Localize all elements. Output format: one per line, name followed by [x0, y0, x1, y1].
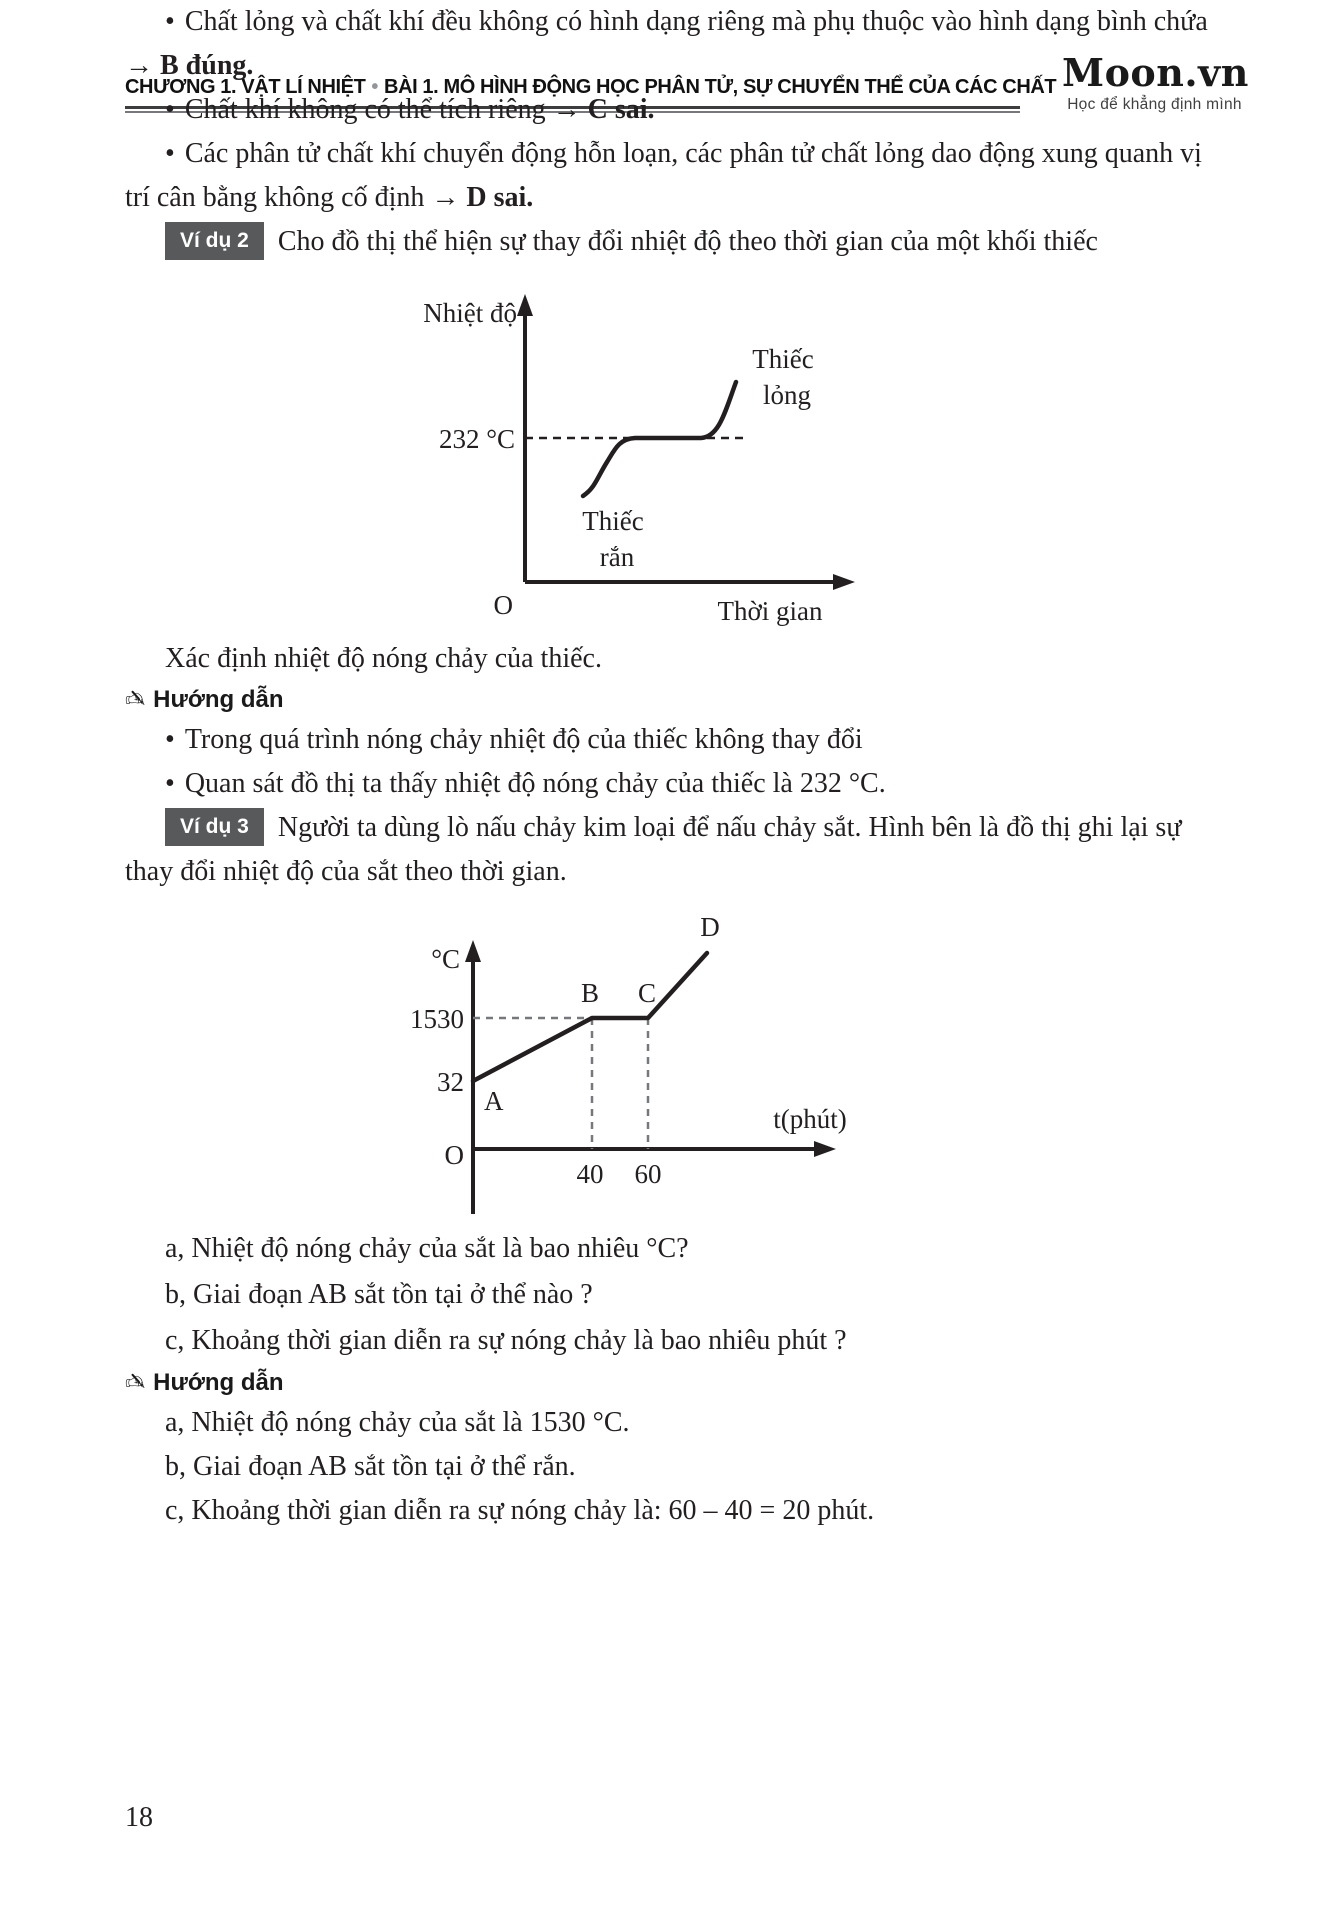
melting-point-label: 232 °C — [438, 424, 515, 454]
example-3-badge: Ví dụ 3 — [165, 808, 264, 846]
y-axis-label: Nhiệt độ — [423, 298, 517, 328]
y-axis-arrow-icon — [517, 294, 533, 316]
y-axis-arrow-icon — [465, 940, 481, 962]
moon-vn-logo: Moon.vn — [1062, 50, 1249, 95]
bullet-icon: • — [165, 768, 175, 799]
y-axis-label: °C — [431, 944, 460, 974]
header-separator-dot: • — [371, 76, 379, 98]
guide-label: Hướng dẫn — [153, 1369, 284, 1396]
x-axis-arrow-icon — [833, 574, 855, 590]
lesson-title: BÀI 1. MÔ HÌNH ĐỘNG HỌC PHÂN TỬ, SỰ CHUYỂN THỂ CỦA CÁC CHẤT — [384, 76, 1057, 98]
solution-bullet-b-verdict: B đúng. — [160, 50, 254, 81]
solution-bullet-c-verdict: C sai. — [587, 94, 655, 125]
question-b: b, Giai đoạn AB sắt tồn tại ở thể nào ? — [165, 1279, 593, 1310]
solution-bullet-d-verdict: D sai. — [466, 182, 534, 213]
question-c: c, Khoảng thời gian diễn ra sự nóng chảy là bao nhiêu phút ? — [165, 1325, 847, 1356]
origin-label: O — [493, 590, 513, 620]
answer-c: c, Khoảng thời gian diễn ra sự nóng chảy là: 60 – 40 = 20 phút. — [165, 1495, 875, 1526]
solution-bullet-d-text: Các phân tử chất khí chuyển động hỗn loạn, các phân tử chất lỏng dao động xung quanh vị trí cân bằng không cố định → — [125, 138, 1202, 213]
x-axis-label: t(phút) — [773, 1104, 847, 1134]
bullet-icon: • — [165, 94, 175, 125]
guide1-point-1-text: Trong quá trình nóng chảy nhiệt độ của thiếc không thay đổi — [184, 724, 863, 755]
answer-b: b, Giai đoạn AB sắt tồn tại ở thể rắn. — [165, 1451, 576, 1482]
answer-a: a, Nhiệt độ nóng chảy của sắt là 1530 °C. — [165, 1407, 630, 1438]
guide-label: Hướng dẫn — [153, 686, 284, 713]
x-tick-60: 60 — [634, 1159, 662, 1189]
point-label-a: A — [484, 1086, 504, 1116]
guide1-point-1 — [125, 718, 1220, 762]
guide-heading — [125, 681, 1220, 718]
bullet-icon: • — [165, 6, 175, 37]
figure-iron-heating-graph — [380, 906, 880, 1226]
point-label-c: C — [637, 978, 657, 1008]
y-tick-32: 32 — [437, 1067, 464, 1097]
point-label-b: B — [580, 978, 600, 1008]
x-axis-arrow-icon — [814, 1141, 836, 1157]
solid-phase-label-line2: rắn — [599, 542, 635, 572]
solid-phase-label-line1: Thiếc — [582, 506, 644, 536]
bullet-icon: • — [165, 724, 175, 755]
page-content — [125, 0, 1220, 1533]
example-3-intro — [125, 806, 1220, 894]
example-2-intro — [125, 220, 1220, 264]
example-2-question: Xác định nhiệt độ nóng chảy của thiếc. — [165, 643, 602, 674]
solution-bullet-b-text: Chất lỏng và chất khí đều không có hình dạng riêng mà phụ thuộc vào hình dạng bình chứa → — [125, 6, 1208, 81]
guide1-point-2 — [125, 762, 1220, 806]
solution-bullet-d — [125, 132, 1220, 220]
page-number: 18 — [125, 1802, 153, 1833]
question-a: a, Nhiệt độ nóng chảy của sắt là bao nhiêu °C? — [165, 1233, 689, 1264]
example-2-text: Cho đồ thị thể hiện sự thay đổi nhiệt độ theo thời gian của một khối thiếc — [277, 226, 1098, 257]
writing-hand-icon: ✍ — [125, 685, 146, 713]
x-tick-40: 40 — [576, 1159, 604, 1189]
solution-bullet-c — [125, 88, 1220, 132]
chapter-title: CHƯƠNG 1. VẬT LÍ NHIỆT — [125, 76, 366, 98]
figure-tin-heating-curve — [385, 282, 905, 637]
point-label-d: D — [700, 912, 720, 942]
example-3-text: Người ta dùng lò nấu chảy kim loại để nấu chảy sắt. Hình bên là đồ thị ghi lại sự thay đổi nhiệt độ của sắt theo thời gian. — [125, 812, 1182, 887]
y-tick-1530: 1530 — [410, 1004, 464, 1034]
guide-heading — [125, 1364, 1220, 1401]
bullet-icon: • — [165, 138, 175, 169]
liquid-phase-label-line2: lỏng — [762, 380, 812, 410]
liquid-phase-label-line1: Thiếc — [752, 344, 814, 374]
writing-hand-icon: ✍ — [125, 1368, 146, 1396]
example-2-badge: Ví dụ 2 — [165, 222, 264, 260]
solution-bullet-b — [125, 0, 1220, 88]
origin-label: O — [444, 1140, 464, 1170]
guide1-point-2-text: Quan sát đồ thị ta thấy nhiệt độ nóng chảy của thiếc là 232 °C. — [184, 768, 886, 799]
heating-line-abcd — [473, 953, 707, 1081]
x-axis-label: Thời gian — [717, 596, 823, 626]
logo-tagline: Học để khẳng định mình — [1067, 95, 1242, 113]
solution-bullet-c-text: Chất khí không có thể tích riêng → — [184, 94, 588, 125]
